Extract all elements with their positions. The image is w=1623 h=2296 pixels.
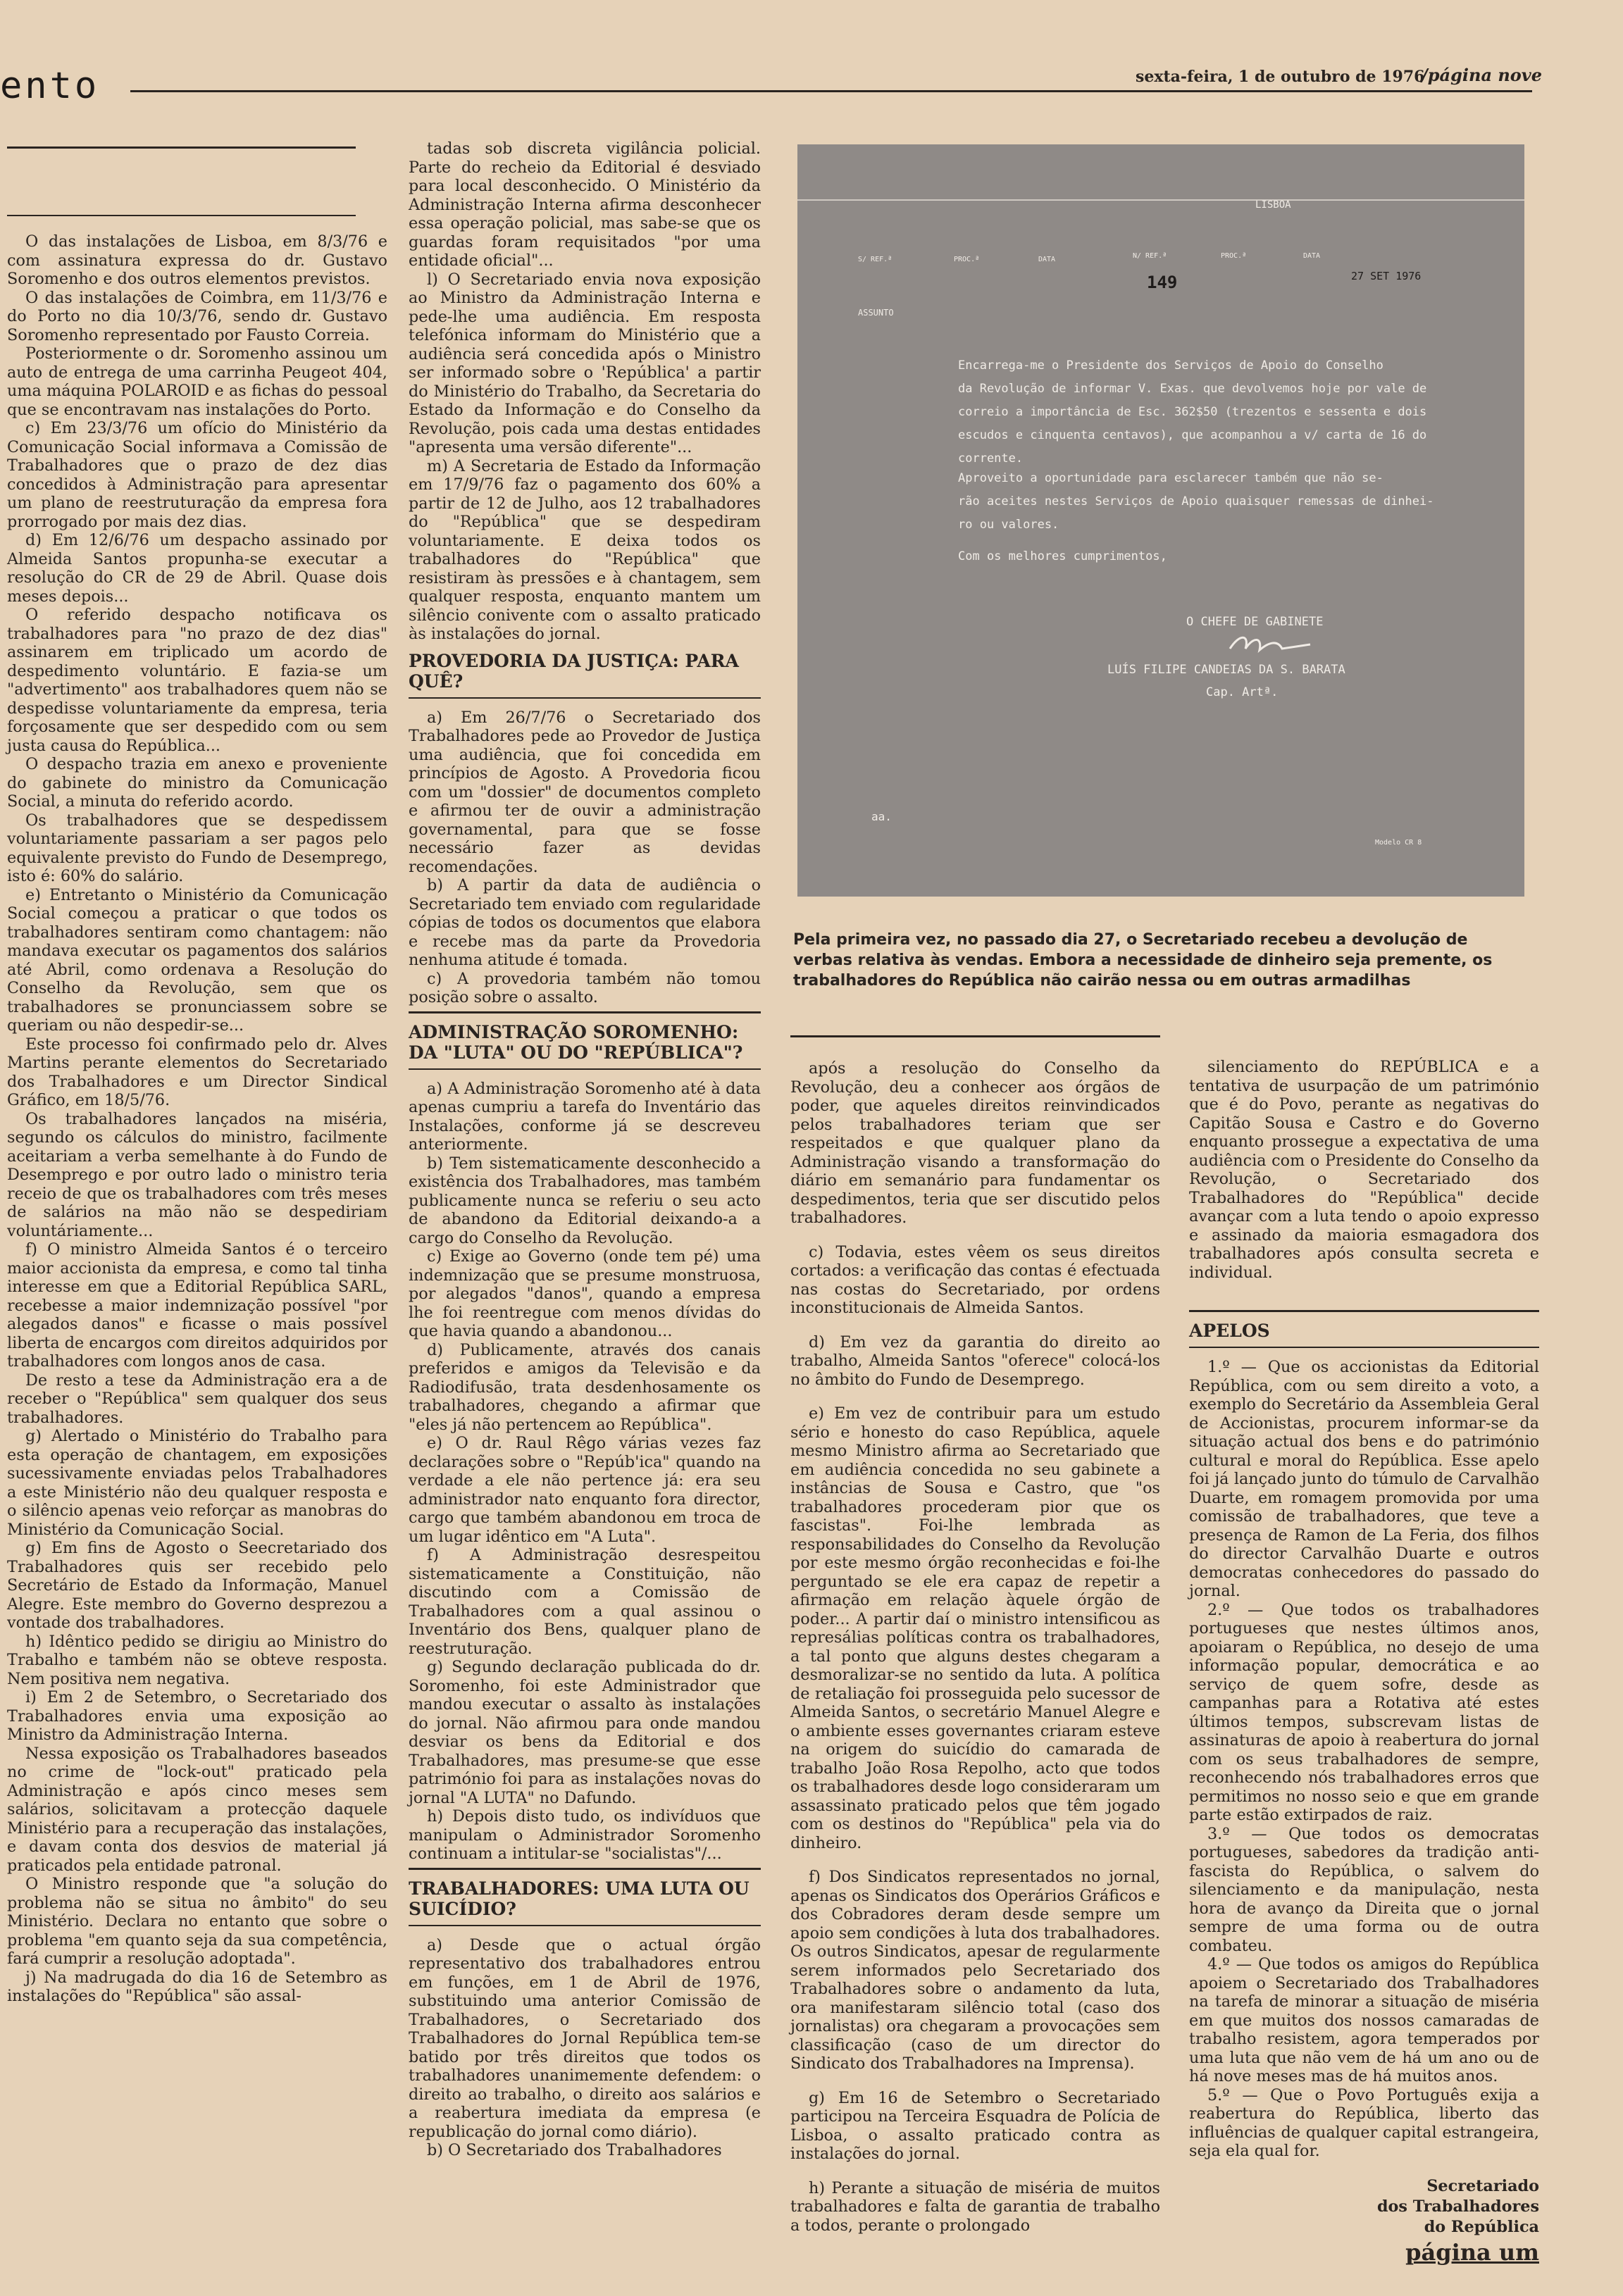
paragraph: c) Em 23/3/76 um ofício do Ministério da Comunicação Social informava a Comissão de Trabalhadores que o prazo de dez dias concedidos à Administração para apresentar um plano de reestruturação da empresa fora prorrogado por mais dez dias. <box>7 419 387 531</box>
paragraph: d) Publicamente, através dos canais preferidos e amigos da Televisão e da Radiodifusão, trata desdenhosamente os trabalhadores, chegando a afirmar que "eles já não pertencem ao República". <box>409 1340 761 1434</box>
paragraph: e) Entretanto o Ministério da Comunicação Social começou a praticar o que todos os trabalhadores sentiram como chantagem: não mandava executar os pagamentos dos salários até Abril, como ordenava a Resolução do Conselho da Revolução, sem que os trabalhadores se pronunciassem sobre se queriam ou não despedir-se... <box>7 885 387 1035</box>
paragraph: d) Em 12/6/76 um despacho assinado por Almeida Santos propunha-se executar a resolução do CR de 29 de Abril. Quase dois meses depois... <box>7 531 387 606</box>
dateline: sexta-feira, 1 de outubro de 1976 <box>1136 68 1425 86</box>
page-number: /página nove <box>1422 65 1543 85</box>
paragraph: após a resolução do Conselho da Revolução, deu a conhecer aos órgãos de poder, que aqueles direitos reinvindicados pelos trabalhadores teriam que ser respeitados e que qualquer plano da Administração visando a transformação do diário em semanário para fundamentar os despedimentos, teria que ser discutido pelos trabalhadores. <box>790 1059 1160 1227</box>
paragraph: b) O Secretariado dos Trabalhadores <box>427 2141 722 2159</box>
heading-apelos: APELOS <box>1189 1321 1539 1348</box>
letter-facsimile-photo <box>797 144 1524 897</box>
letter-line: Aproveito a oportunidade para esclarecer também que não se- <box>958 471 1383 485</box>
paragraph: a) Em 26/7/76 o Secretariado dos Trabalhadores pede ao Provedor de Justiça uma audiência, que foi concedida em princípios de Agosto. A Provedoria ficou com um "dossier" de documentos completo e afirmou ter de ouvir a administração governamental, para que se fosse necessário fazer as devidas recomendações. <box>409 708 761 876</box>
paragraph: c) Exige ao Governo (onde tem pé) uma indemnização que se presume monstruosa, por alegados "danos", quando a empresa lhe foi reentregue com menos dívidas do que havia quando a abandonou... <box>409 1247 761 1340</box>
letter-line: ro ou valores. <box>958 518 1059 532</box>
paragraph: g) Segundo declaração publicada do dr. Soromenho, foi este Administrador que mandou executar o assalto às instalações do jornal. Não afirmou para onde mandou desviar os bens da Editorial e dos Trabalhadores, mas presume-se que esse património foi para as instalações novas do jornal "A LUTA" no Dafundo. <box>409 1658 761 1807</box>
section-apelos <box>1189 1358 1539 2161</box>
letter-ref-label: S/ REF.ª <box>858 256 893 263</box>
letter-line: da Revolução de informar V. Exas. que devolvemos hoje por vale de <box>958 382 1427 396</box>
paragraph: 1.º — Que os accionistas da Editorial República, com ou sem direito a voto, a exemplo do Secretário da Assembleia Geral de Accionistas, procurem informar-se da situação actual dos bens e do património cultural e moral do República. Esse apelo foi já lançado junto do túmulo de Carvalhão Duarte, em romagem promovida por uma comissão de trabalhadores, que teve a presença de Ramon de La Feria, dos filhos do director Carvalhão Duarte e outros democratas conhecedores do passado do jornal. <box>1189 1358 1539 1600</box>
letter-ref-number: 149 <box>1147 273 1178 292</box>
letter-body <box>958 354 1426 470</box>
paragraph: Este processo foi confirmado pelo dr. Alves Martins perante elementos do Secretariado dos Trabalhadores e um Director Sindical Gráfico, em 18/5/76. <box>7 1035 387 1109</box>
letter-line: correio a importância de Esc. 362$50 (trezentos e sessenta e dois <box>958 405 1427 419</box>
paragraph: f) A Administração desrespeitou sistematicamente a Constituição, não discutindo com a Comissão de Trabalhadores com a qual assinou o Inventário dos Bens, qualquer plano de reestruturação. <box>409 1546 761 1658</box>
paragraph: h) Depois disto tudo, os indivíduos que manipulam o Administrador Soromenho continuam a intitular-se "socialistas"/... <box>409 1807 761 1863</box>
paragraph: c) A provedoria também não tomou posição sobre o assalto. <box>409 969 761 1006</box>
paragraph: Os trabalhadores lançados na miséria, segundo os cálculos do ministro, facilmente aceitariam a verba semelhante à do Fundo de Desemprego e por outro lado o ministro teria receio de que os trabalhadores com três meses de salários na mão não se despediriam voluntáriamente... <box>7 1109 387 1240</box>
letter-sign-title: O CHEFE DE GABINETE <box>1186 615 1324 629</box>
paragraph: g) Em 16 de Setembro o Secretariado participou na Terceira Esquadra de Polícia de Lisboa, o assalto praticado contra as instalações do jornal. <box>790 2088 1160 2163</box>
paragraph: c) Todavia, estes vêem os seus direitos cortados: a verificação das contas é efectuada nas costas do Secretariado, por ordens inconstitucionais de Almeida Santos. <box>790 1242 1160 1317</box>
letter-line: Encarrega-me o Presidente dos Serviços de Apoio do Conselho <box>958 358 1383 373</box>
heading-provedoria: PROVEDORIA DA JUSTIÇA: PARA QUÊ? <box>409 651 761 699</box>
page-footer: página um <box>1405 2238 1539 2266</box>
paragraph: f) O ministro Almeida Santos é o terceiro maior accionista da empresa, e como tal tinha interesse em que a Editorial República SARL, recebesse a maior indemnização possível "por alegados danos" e ficasse o mais possível liberta de encargos com direitos adquiridos por trabalhadores com longos anos de casa. <box>7 1240 387 1371</box>
column-rule <box>7 215 356 216</box>
paragraph: h) Idêntico pedido se dirigiu ao Ministro do Trabalho e também não se obteve resposta. Nem positiva nem negativa. <box>7 1632 387 1688</box>
letter-line: escudos e cinquenta centavos), que acompanhou a v/ carta de 16 do <box>958 428 1427 442</box>
paragraph: 5.º — Que o Povo Português exija a reabertura do República, liberto das influências de qualquer capital estrangeira, seja ela qual for. <box>1189 2085 1539 2160</box>
paragraph: O das instalações de Coimbra, em 11/3/76 e do Porto no dia 10/3/76, sendo dr. Gustavo Soromenho representado por Fausto Correia. <box>7 288 387 344</box>
section-trabalhadores <box>409 1936 761 2160</box>
column-rule <box>790 1035 1160 1037</box>
letter-line: rão aceites nestes Serviços de Apoio quaisquer remessas de dinhei- <box>958 494 1434 509</box>
letter-body-2 <box>958 467 1434 537</box>
paragraph: O das instalações de Lisboa, em 8/3/76 e com assinatura expressa do dr. Gustavo Soromenho e dos outros elementos previstos. <box>7 232 387 288</box>
letter-initials: aa. <box>871 810 892 823</box>
paragraph: d) Em vez da garantia do direito ao trabalho, Almeida Santos "oferece" colocá-los no âmbito do Fundo de Desemprego. <box>790 1333 1160 1389</box>
letter-ref-label: DATA <box>1303 252 1321 260</box>
paragraph: Posteriormente o dr. Soromenho assinou um auto de entrega de uma carrinha Peugeot 404, uma máquina POLAROID e as fichas do pessoal que se encontravam nas instalações do Porto. <box>7 344 387 419</box>
column-2-intro <box>409 139 761 644</box>
paragraph: g) Alertado o Ministério do Trabalho para esta operação de chantagem, em exposições sucessivamente enviadas pelos Trabalhadores a este Ministério não deu qualquer resposta e o silêncio apenas veio reforçar as manobras do Ministério da Comunicação Social. <box>7 1427 387 1539</box>
section-rule <box>1189 1310 1539 1312</box>
paragraph: O Ministro responde que "a solução do problema não se situa no âmbito" do seu Ministério. Declara no entanto que sobre o problema "em quanto seja da sua competência, fará cumprir a resolução adoptada". <box>7 1875 387 1968</box>
letter-ref-label: PROC.ª <box>1221 252 1247 260</box>
article-column-1 <box>7 232 387 2006</box>
article-column-4 <box>1189 1058 1539 2266</box>
paragraph: 2.º — Que todos os trabalhadores portugueses que nestes últimos anos, apoiaram o República, no desejo de uma informação popular, democrática e ao serviço de quem sofre, desde as campanhas para a Rotativa até estes últimos tempos, subscrevam listas de assinaturas de apoio à reabertura do jornal com os seus trabalhadores de sempre, reconhecendo nós trabalhadores erros que permitimos no nosso seio e que em grande parte estão extirpados de raiz. <box>1189 1600 1539 1824</box>
paragraph: l) O Secretariado envia nova exposição ao Ministro da Administração Interna e pede-lhe uma audiência. Em resposta telefónica informam do Ministério que a audiência será concedida após o Ministro ser informado sobre o 'República' a partir do Ministério do Trabalho, da Secretaria do Estado da Informação e do Conselho da Revolução, pois cada uma destas entidades "apresenta uma versão diferente"... <box>409 270 761 456</box>
paragraph: O referido despacho notificava os trabalhadores para "no prazo de dez dias" assinarem em triplicado um acordo de despedimento voluntário. E fazia-se um "advertimento" aos trabalhadores quem não se despedisse voluntariamente da empresa, teria forçosamente que ser despedido com ou sem justa causa do República... <box>7 606 387 755</box>
paragraph: g) Em fins de Agosto o Seecretariado dos Trabalhadores quis ser recebido pelo Secretário de Estado da Informação, Manuel Alegre. Este membro do Governo desprezou a vontade dos trabalhadores. <box>7 1539 387 1632</box>
paragraph: O despacho trazia em anexo e proveniente do gabinete do ministro da Comunicação Social, a minuta do referido acordo. <box>7 755 387 811</box>
paragraph: tadas sob discreta vigilância policial. Parte do recheio da Editorial é desviado para local desconhecido. O Ministério da Administração Interna afirma desconhecer essa operação policial, mas sabe-se que os guardas foram requisitados "por uma entidade oficial"... <box>409 139 761 270</box>
signature-line: Secretariado <box>1426 2176 1539 2195</box>
section-provedoria <box>409 709 761 1007</box>
header-rule <box>130 90 1532 92</box>
paragraph: De resto a tese da Administração era a de receber o "República" sem qualquer dos seus trabalhadores. <box>7 1371 387 1427</box>
paragraph: e) Em vez de contribuir para um estudo sério e honesto do caso República, aquele mesmo Ministro afirma ao Secretariado que em audiência concedida no seu gabinete a instâncias de Sousa e Castro, que "os trabalhadores procederam pior que os fascistas". Foi-lhe lembrada as responsabilidades do Conselho da Revolução por este mesmo órgão reconhecidas e foi-lhe perguntado se ele era capaz de repetir a afirmação em relação àquele órgão de poder... A partir daí o ministro intensificou as represálias políticas contra os trabalhadores, a tal ponto que alguns destes chegaram a desmoralizar-se no sentido da luta. A política de retaliação foi prosseguida pelo sucessor de Almeida Santos, o secretário Manuel Alegre e o ambiente esses governantes criaram esteve na origem do suicídio do camarada de trabalho João Rosa Repolho, acto que todos os trabalhadores desde logo consideraram um assassinato praticado pelos que têm jogado com os destinos do "República" pela via do dinheiro. <box>790 1404 1160 1852</box>
heading-trabalhadores: TRABALHADORES: UMA LUTA OU SUICÍDIO? <box>409 1878 761 1926</box>
paragraph: silenciamento do REPÚBLICA e a tentativa de usurpação de um património que é do Povo, perante as negativas do Capitão Sousa e Castro e do Governo enquanto prossegue a expectativa de uma audiência com o Presidente do Conselho da Revolução, o Secretariado dos Trabalhadores do "República" decide avançar com a luta tendo o apoio expresso e assinado da maioria esmagadora dos trabalhadores após consulta secreta e individual. <box>1189 1058 1539 1282</box>
paragraph: a) Desde que o actual órgão representativo dos trabalhadores entrou em funções, em 1 de Abril de 1976, substituindo uma anterior Comissão de Trabalhadores, o Secretariado dos Trabalhadores do Jornal República tem-se batido por três direitos que todos os trabalhadores unanimemente defendem: o direito ao trabalho, o direito aos salários e a reabertura imediata da empresa (e republicação do jornal como diário). <box>409 1935 761 2141</box>
section-masthead: ento <box>0 65 100 107</box>
paragraph: h) Perante a situação de miséria de muitos trabalhadores e falta de garantia de trabalho a todos, perante o prolongado <box>790 2178 1160 2235</box>
paragraph: b) A partir da data de audiência o Secretariado tem enviado com regularidade cópias de todos os documentos que elabora e recebe mas da parte da Provedoria nenhuma atitude é tomada. <box>409 876 761 969</box>
letter-ref-label: N/ REF.ª <box>1133 252 1167 260</box>
photo-caption: Pela primeira vez, no passado dia 27, o Secretariado recebeu a devolução de verbas relativa às vendas. Embora a necessidade de dinheiro seja premente, os trabalhadores do República não cairão nessa ou em outras armadilhas <box>793 931 1493 990</box>
letter-form-number: Modelo CR 8 <box>1375 839 1422 847</box>
letter-ref-label: DATA <box>1038 256 1056 263</box>
letter-assunto-label: ASSUNTO <box>858 308 894 318</box>
signature-line: dos Trabalhadores <box>1376 2197 1539 2216</box>
paragraph: b) Tem sistematicamente desconhecido a existência dos Trabalhadores, mas também publicamente nunca se referiu o seu acto de abandono da Editorial deixando-a a cargo do Conselho da Revolução. <box>409 1154 761 1247</box>
signature-line: do República <box>1424 2217 1539 2236</box>
paragraph: j) Na madrugada do dia 16 de Setembro as instalações do "República" são assal- <box>7 1968 387 2005</box>
letter-sign-name: LUÍS FILIPE CANDEIAS DA S. BARATA <box>1107 663 1345 677</box>
paragraph: f) Dos Sindicatos representados no jornal, apenas os Sindicatos dos Operários Gráficos e dos Cobradores deram desde sempre um apoio sem condições à luta dos trabalhadores. Os outros Sindicatos, apesar de regularmente serem informados pelo Secretariado dos Trabalhadores sobre o andamento da luta, ora manifestaram silêncio total (caso dos jornalistas) ora chegaram a provocações sem classificação (caso de um director do Sindicato dos Trabalhadores na Imprensa). <box>790 1868 1160 2073</box>
letter-city: LISBOA <box>1255 199 1291 211</box>
section-rule <box>409 1011 761 1013</box>
column-rule <box>7 146 356 149</box>
section-administracao <box>409 1080 761 1864</box>
handwritten-signature-icon <box>1226 628 1317 661</box>
section-rule <box>409 1868 761 1870</box>
paragraph: e) O dr. Raul Rêgo várias vezes faz declarações sobre o "Repúb'ica" quando na verdade a ele não pertence já: era seu administrador nato enquanto fora director, cargo que também abandonou em troca de um lugar idêntico em "A Luta". <box>409 1434 761 1546</box>
article-column-3 <box>790 1059 1160 2250</box>
article-column-2 <box>409 139 761 2160</box>
letter-line: corrente. <box>958 451 1024 466</box>
paragraph: m) A Secretaria de Estado da Informação em 17/9/76 faz o pagamento dos 60% a partir de 12 de Julho, aos 12 trabalhadores do "República" que se despediram voluntariamente. E deixa todos os trabalhadores do "República" que resistiram às pressões e à chantagem, sem qualquer resposta, enquanto mantem um silêncio conivente com o assalto praticado às instalações do jornal. <box>409 456 761 643</box>
paragraph: Os trabalhadores que se despedissem voluntariamente passariam a ser pagos pelo equivalente previsto do Fundo de Desemprego, isto é: 60% do salário. <box>7 811 387 885</box>
signature-block <box>1189 2176 1539 2238</box>
paragraph: 4.º — Que todos os amigos do República apoiem o Secretariado dos Trabalhadores na tarefa de minorar a situação de miséria em que muitos dos nossos camaradas de trabalho resistem, agora temperados por uma luta que não vem de há um ano ou de há nove meses mas de há muitos anos. <box>1189 1955 1539 2085</box>
heading-administracao: ADMINISTRAÇÃO SOROMENHO: DA "LUTA" OU DO "REPÚBLICA"? <box>409 1022 761 1070</box>
letter-date-stamp: 27 SET 1976 <box>1351 270 1422 282</box>
paragraph: 3.º — Que todos os democratas portugueses, sabedores da tradição anti-fascista do República, o salvem do silenciamento e da manipulação, nesta hora de avanço da Direita que o jornal sempre de uma forma ou de outra combateu. <box>1189 1824 1539 1955</box>
paragraph: i) Em 2 de Setembro, o Secretariado dos Trabalhadores envia uma exposição ao Ministro da Administração Interna. <box>7 1688 387 1744</box>
paragraph: Nessa exposição os Trabalhadores baseados no crime de "lock-out" praticado pela Administração e após cinco meses sem salários, solicitavam a protecção daquele Ministério para a recuperação das instalações, e davam conta dos desvios de material já praticados pela entidade patronal. <box>7 1744 387 1875</box>
paragraph: a) A Administração Soromenho até à data apenas cumpriu a tarefa do Inventário das Instalações, conforme já se descreveu anteriormente. <box>409 1079 761 1154</box>
letter-sign-rank: Cap. Artª. <box>1206 685 1279 699</box>
letter-closing: Com os melhores cumprimentos, <box>958 549 1167 563</box>
letter-ref-label: PROC.ª <box>954 256 980 263</box>
